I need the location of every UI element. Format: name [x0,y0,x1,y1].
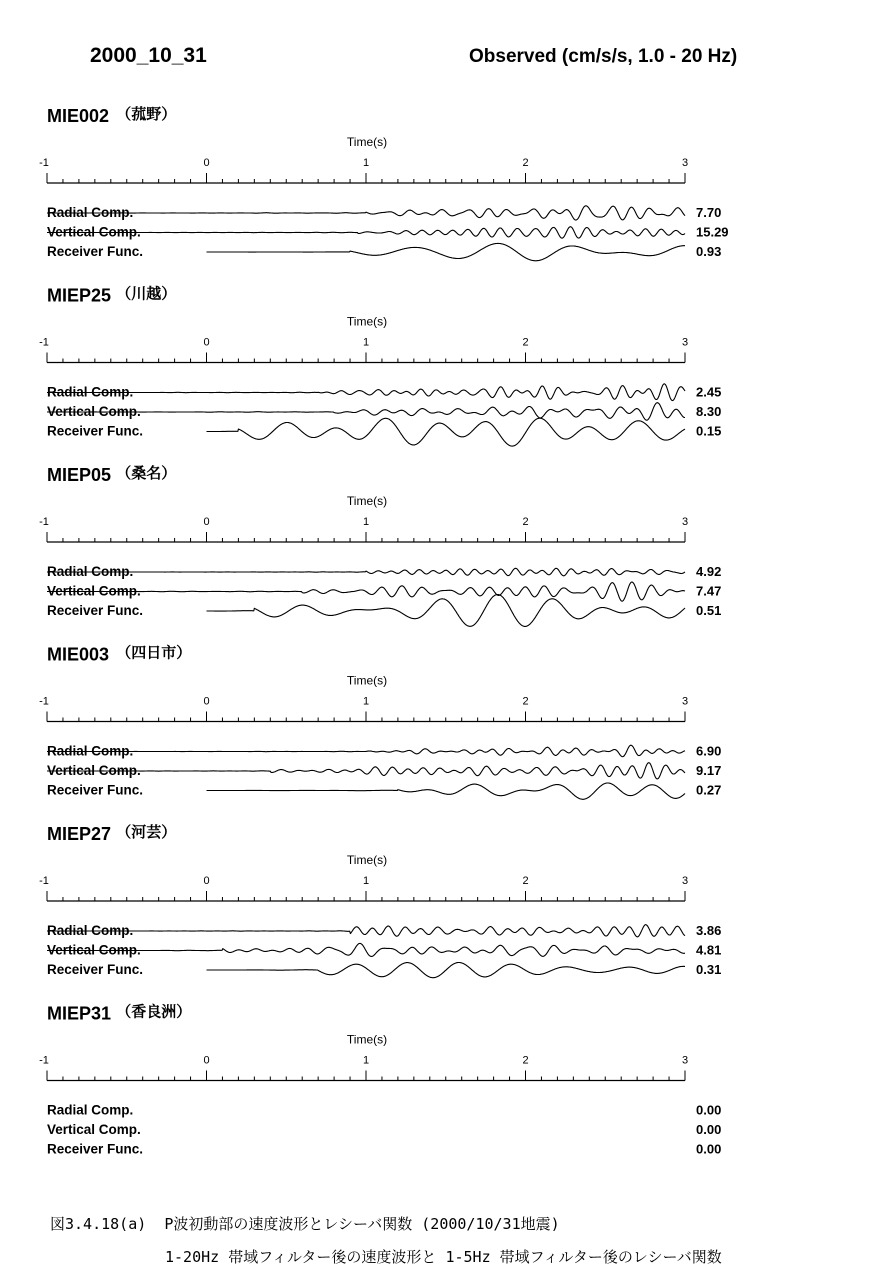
waveform-0 [47,925,685,937]
series-label: Vertical Comp. [47,583,141,599]
series-amplitude: 0.51 [696,603,722,618]
series-label: Vertical Comp. [47,1122,141,1137]
station-name: MIE002 [47,106,110,126]
station-panel-miep25 [39,285,721,447]
series-amplitude: 7.70 [696,205,722,220]
waveform-1 [47,403,685,421]
x-tick-label: 2 [522,1054,529,1067]
station-name: MIEP31 [47,1003,112,1024]
x-tick-label: 1 [362,875,370,887]
x-tick-label: 3 [681,695,689,708]
station-place: （川越） [116,284,177,303]
series-label: Vertical Comp. [47,224,141,240]
series-label: Radial Comp. [47,743,134,759]
x-tick-label: -1 [39,336,49,349]
waveform-0 [47,745,685,757]
series-amplitude: 0.93 [696,244,722,259]
page-title: 2000_10_31 [90,44,207,67]
station-place: （四日市） [116,643,192,662]
series-label: Receiver Func. [47,244,144,259]
x-tick-label: 3 [681,336,689,349]
series-label: Vertical Comp. [47,404,141,419]
x-axis-label: Time(s) [346,494,388,508]
x-tick-label: 1 [362,1054,370,1067]
series-label: Radial Comp. [47,384,134,400]
series-label: Vertical Comp. [47,942,141,958]
station-place: （菰野） [116,105,177,123]
station-panel-mie003 [39,644,721,800]
x-tick-label: 0 [203,1054,210,1067]
series-amplitude: 0.31 [696,962,722,977]
x-tick-label: 1 [362,695,370,708]
figure-caption-line-1: 図3.4.18(a) P波初動部の速度波形とレシーバ関数 (2000/10/31地震) [50,1215,560,1233]
waveform-2 [207,595,686,627]
waveform-0 [47,206,685,220]
x-tick-label: -1 [39,875,49,887]
waveform-0 [47,384,685,401]
x-axis-label: Time(s) [346,853,388,867]
series-amplitude: 7.47 [696,583,722,599]
x-tick-label: -1 [39,516,49,528]
x-tick-label: -1 [39,157,49,169]
x-tick-label: 3 [681,875,689,887]
x-tick-label: 2 [522,695,529,708]
series-amplitude: 9.17 [696,763,722,778]
x-tick-label: 0 [203,875,210,887]
x-axis-label: Time(s) [346,1032,388,1047]
x-tick-label: 0 [203,695,210,708]
waveform-1 [47,763,685,779]
series-amplitude: 0.15 [696,423,722,439]
series-label: Receiver Func. [47,423,144,439]
x-tick-label: -1 [39,695,49,708]
x-tick-label: 1 [362,516,370,528]
series-amplitude: 0.00 [696,1141,722,1157]
x-tick-label: 3 [681,157,689,169]
series-label: Receiver Func. [47,782,144,798]
series-label: Vertical Comp. [47,763,141,778]
station-place: （河芸） [116,823,177,841]
station-panel-mie002 [39,105,728,261]
waveform-2 [207,243,686,260]
x-tick-label: 0 [203,516,210,528]
x-tick-label: 2 [522,516,529,528]
waveform-0 [47,568,685,576]
series-label: Radial Comp. [47,205,134,220]
waveform-2 [207,783,686,799]
figure-caption-line-2: 1-20Hz 帯域フィルター後の速度波形と 1-5Hz 帯域フィルター後のレシーバ関数 [165,1248,722,1266]
waveform-2 [207,963,686,978]
x-axis-label: Time(s) [346,673,388,688]
series-amplitude: 4.81 [696,942,722,958]
x-tick-label: -1 [39,1054,49,1067]
x-tick-label: 2 [522,875,529,887]
waveform-2 [207,418,686,446]
series-label: Receiver Func. [47,603,144,618]
series-amplitude: 0.00 [696,1122,722,1137]
station-panel-miep27 [39,823,721,978]
x-tick-label: 3 [681,1054,689,1067]
series-amplitude: 8.30 [696,404,722,419]
x-tick-label: 1 [362,336,370,349]
series-amplitude: 15.29 [696,224,729,240]
x-tick-label: 1 [362,157,370,169]
station-panel-miep05 [39,464,721,626]
x-axis-label: Time(s) [346,314,388,329]
station-panel-miep31 [39,1003,721,1157]
station-name: MIE003 [47,644,110,665]
series-amplitude: 0.27 [696,782,722,798]
x-tick-label: 0 [203,336,210,349]
x-tick-label: 2 [522,336,529,349]
series-amplitude: 6.90 [696,743,722,759]
x-tick-label: 2 [522,157,529,169]
station-name: MIEP27 [47,824,112,844]
x-tick-label: 3 [681,516,689,528]
series-amplitude: 3.86 [696,923,722,938]
series-amplitude: 2.45 [696,384,722,400]
station-name: MIEP25 [47,285,112,306]
series-amplitude: 0.00 [696,1102,722,1118]
series-label: Radial Comp. [47,923,134,938]
series-label: Receiver Func. [47,962,144,977]
x-tick-label: 0 [203,157,210,169]
series-label: Receiver Func. [47,1141,144,1157]
station-name: MIEP05 [47,465,112,485]
waveform-1 [47,943,685,956]
station-place: （桑名） [116,464,177,482]
waveform-1 [47,224,685,240]
x-axis-label: Time(s) [346,135,388,149]
series-label: Radial Comp. [47,564,134,579]
waveform-1 [47,582,685,601]
series-amplitude: 4.92 [696,564,722,579]
station-place: （香良洲） [116,1002,192,1021]
page-subtitle: Observed (cm/s/s, 1.0 - 20 Hz) [469,46,738,67]
series-label: Radial Comp. [47,1102,134,1118]
